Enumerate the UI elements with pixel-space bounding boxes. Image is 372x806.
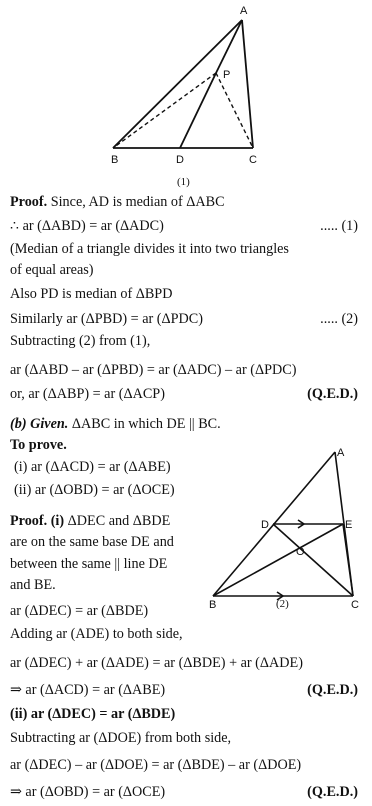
vertex-a-label: A xyxy=(240,5,248,17)
subtracting-statement: Subtracting (2) from (1), xyxy=(10,333,151,349)
figure-1-caption: (1) xyxy=(177,176,190,188)
to-prove-heading: To prove. xyxy=(10,437,67,453)
segment-ap xyxy=(216,20,242,73)
adding-statement: Adding ar (ADE) to both side, xyxy=(10,626,183,642)
triangle-figure-1 xyxy=(0,0,372,188)
proof-intro: Since, AD is median of ΔABC xyxy=(47,194,225,210)
given-text: ΔABC in which DE || BC. xyxy=(68,416,221,432)
vertex-c2-label: C xyxy=(351,599,359,611)
segment-ec xyxy=(343,524,353,596)
equation-6: ar (ΔDEC) – ar (ΔDOE) = ar (ΔBDE) – ar (ΔDOE) xyxy=(10,757,302,773)
triangle-figure-2 xyxy=(205,440,365,610)
result-a: or, ar (ΔABP) = ar (ΔACP) xyxy=(10,386,165,402)
proof-heading-line xyxy=(10,194,225,211)
figure-2-caption: (2) xyxy=(276,598,289,610)
segment-pd xyxy=(180,73,216,148)
to-prove-i: (i) ar (ΔACD) = ar (ΔABE) xyxy=(14,459,171,475)
segment-dc xyxy=(273,524,353,596)
proof-i-line-1 xyxy=(10,513,170,530)
subtracting-statement-2: Subtracting ar (ΔDOE) from both side, xyxy=(10,730,232,746)
note-line-2: of equal areas) xyxy=(10,262,94,278)
vertex-p-label: P xyxy=(223,69,231,81)
note-line-1: (Median of a triangle divides it into two triangles xyxy=(10,241,289,257)
proof-i-line-2: are on the same base DE and xyxy=(10,534,174,550)
vertex-d-label: D xyxy=(176,154,184,166)
vertex-e2-label: E xyxy=(345,519,353,531)
proof-i-label: Proof. (i) xyxy=(10,513,65,529)
proof-i-line-3: between the same || line DE xyxy=(10,556,168,572)
median-statement: Also PD is median of ΔBPD xyxy=(10,286,173,302)
result-b-i: ⇒ ar (ΔACD) = ar (ΔABE) xyxy=(10,682,166,698)
proof-i-text: ΔDEC and ΔBDE xyxy=(64,513,171,529)
side-ac xyxy=(242,20,253,148)
vertex-d2-label: D xyxy=(261,519,269,531)
proof-i-line-4: and BE. xyxy=(10,577,56,593)
vertex-c-label: C xyxy=(249,154,257,166)
given-label: (b) Given. xyxy=(10,416,69,432)
dashed-pb xyxy=(113,73,216,148)
equation-2: Similarly ar (ΔPBD) = ar (ΔPDC) xyxy=(10,311,203,327)
vertex-b-label: B xyxy=(111,154,119,166)
vertex-b2-label: B xyxy=(209,599,217,611)
side-ab xyxy=(113,20,242,148)
part-ii-equation: (ii) ar (ΔDEC) = ar (ΔBDE) xyxy=(10,706,176,722)
to-prove-ii: (ii) ar (ΔOBD) = ar (ΔOCE) xyxy=(14,482,175,498)
proof-label: Proof. xyxy=(10,194,48,210)
equation-3: ar (ΔABD – ar (ΔPBD) = ar (ΔADC) – ar (ΔPDC) xyxy=(10,362,297,378)
qed-3: (Q.E.D.) xyxy=(307,784,358,800)
qed-1: (Q.E.D.) xyxy=(307,386,358,402)
equation-2-ref: ..... (2) xyxy=(320,311,358,327)
segment-be xyxy=(213,524,343,596)
vertex-o2-label: O xyxy=(296,546,305,558)
equation-1: ∴ ar (ΔABD) = ar (ΔADC) xyxy=(10,218,164,234)
equation-4: ar (ΔDEC) = ar (ΔBDE) xyxy=(10,603,149,619)
given-line xyxy=(10,416,221,433)
qed-2: (Q.E.D.) xyxy=(307,682,358,698)
vertex-a2-label: A xyxy=(337,447,345,459)
equation-1-ref: ..... (1) xyxy=(320,218,358,234)
equation-5: ar (ΔDEC) + ar (ΔADE) = ar (ΔBDE) + ar (ΔADE) xyxy=(10,655,303,671)
result-b-ii: ⇒ ar (ΔOBD) = ar (ΔOCE) xyxy=(10,784,166,800)
